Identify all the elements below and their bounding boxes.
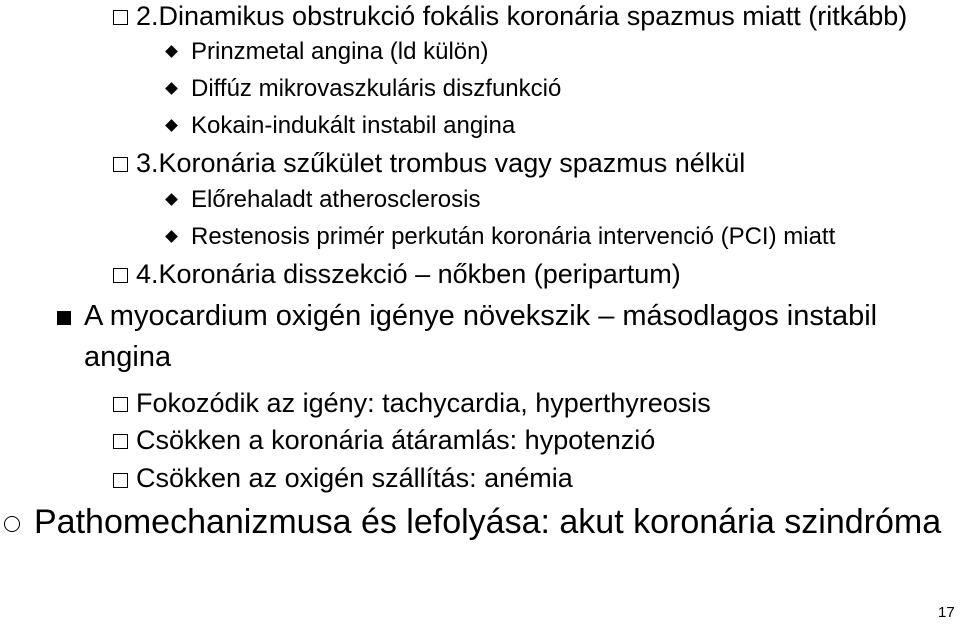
- filled-square-bullet-icon: [57, 311, 71, 325]
- list-item-level2: 2.Dinamikus obstrukció fokális koronária spazmus miatt (ritkább): [136, 1, 908, 31]
- hollow-square-bullet-icon: [113, 157, 128, 172]
- hollow-circle-bullet-icon: [4, 516, 20, 532]
- list-item-level2: 3.Koronária szűkület trombus vagy spazmus nélkül: [136, 148, 746, 178]
- list-item-level2: Csökken a koronária átáramlás: hypotenzió: [136, 425, 656, 455]
- hollow-square-bullet-icon: [113, 397, 128, 412]
- list-item-level2: 4.Koronária disszekció – nőkben (peripartum): [136, 259, 681, 289]
- diamond-bullet-icon: [165, 119, 178, 132]
- list-item-level3: Előrehaladt atherosclerosis: [191, 186, 481, 213]
- list-item-level3: Restenosis primér perkután koronária intervenció (PCI) miatt: [191, 223, 836, 250]
- page-number: 17: [938, 604, 955, 621]
- diamond-bullet-icon: [165, 45, 178, 58]
- hollow-square-bullet-icon: [113, 434, 128, 449]
- list-item-level1: A myocardium oxigén igénye növekszik – másodlagos instabil: [84, 300, 878, 332]
- hollow-square-bullet-icon: [113, 10, 128, 25]
- list-item-level3: Kokain-indukált instabil angina: [191, 112, 516, 139]
- list-item-level3: Diffúz mikrovaszkuláris diszfunkció: [191, 75, 562, 102]
- section-heading: Pathomechanizmusa és lefolyása: akut koronária szindróma: [34, 503, 942, 541]
- hollow-square-bullet-icon: [113, 268, 128, 283]
- list-item-level1-continuation: angina: [84, 341, 172, 373]
- list-item-level3: Prinzmetal angina (ld külön): [191, 38, 489, 65]
- diamond-bullet-icon: [165, 193, 178, 206]
- list-item-level2: Fokozódik az igény: tachycardia, hyperthyreosis: [136, 388, 711, 418]
- list-item-level2: Csökken az oxigén szállítás: anémia: [136, 463, 573, 493]
- diamond-bullet-icon: [165, 230, 178, 243]
- hollow-square-bullet-icon: [113, 473, 128, 488]
- diamond-bullet-icon: [165, 82, 178, 95]
